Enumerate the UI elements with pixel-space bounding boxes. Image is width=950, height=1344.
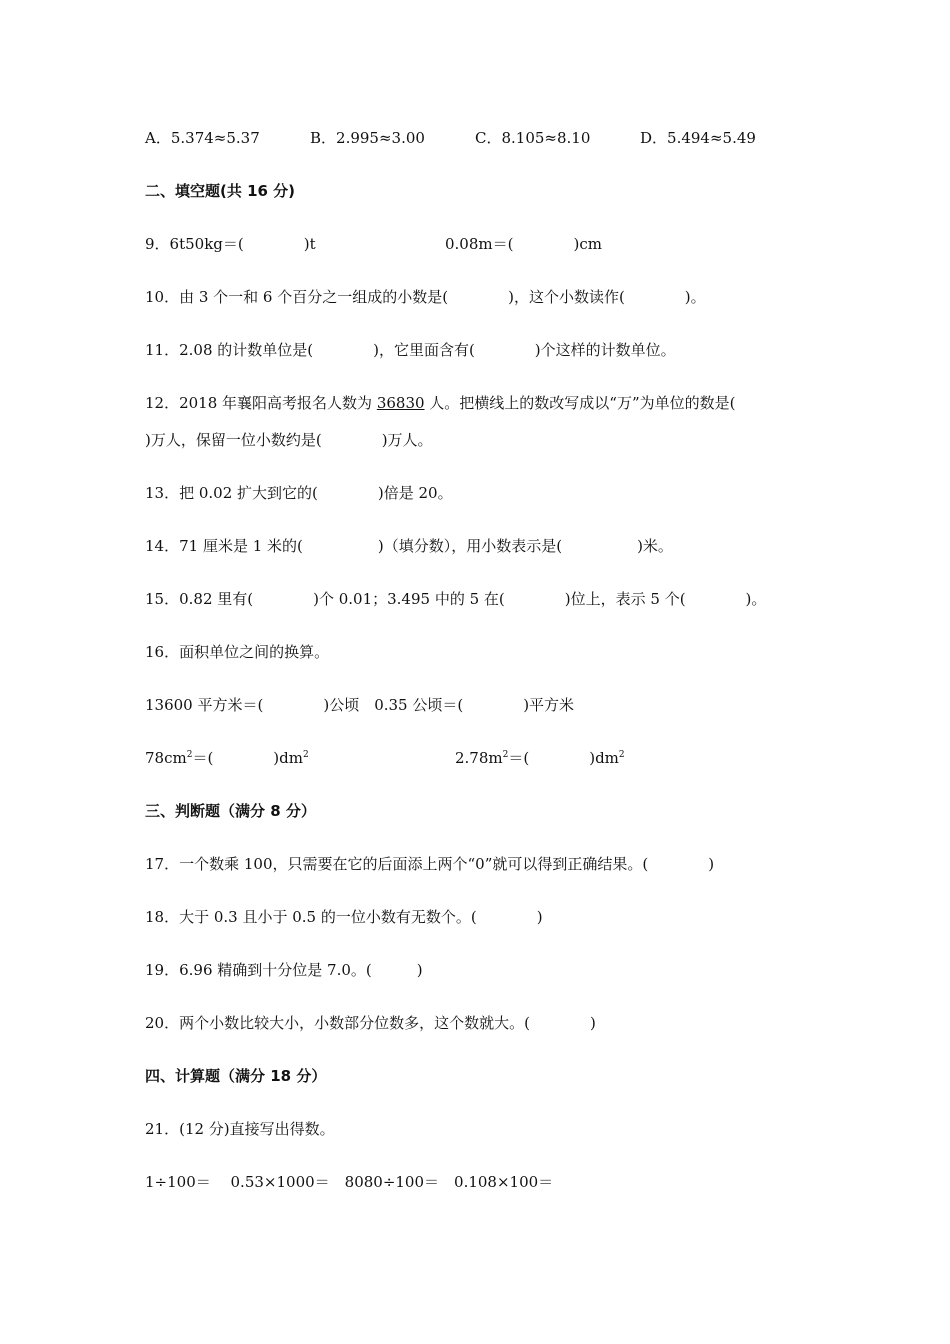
option-a: A．5.374≈5.37 [145, 129, 260, 147]
option-b: B．2.995≈3.00 [310, 129, 425, 147]
question-18: 18．大于 0.3 且小于 0.5 的一位小数有无数个。( ) [145, 908, 543, 926]
underlined-number: 36830 [376, 394, 425, 412]
conversion-a-value: 78cm [145, 749, 187, 767]
question-12-text-rest: 人。把横线上的数改写成以“万”为单位的数是( [424, 394, 736, 412]
section-4-title: 四、计算题（满分 18 分） [145, 1067, 327, 1085]
question-16-conversion-b [455, 748, 625, 768]
question-16: 16．面积单位之间的换算。 [145, 643, 330, 661]
question-19: 19．6.96 精确到十分位是 7.0。( ) [145, 961, 423, 979]
question-16-row1: 13600 平方米＝( )公顷 0.35 公顷＝( )平方米 [145, 696, 575, 714]
superscript: 2 [186, 750, 193, 760]
question-9a: 9．6t50kg＝( )t [145, 235, 316, 253]
question-14: 14．71 厘米是 1 米的( )（填分数），用小数表示是( )米。 [145, 537, 673, 555]
option-d: D．5.494≈5.49 [640, 129, 756, 147]
question-20: 20．两个小数比较大小，小数部分位数多，这个数就大。( ) [145, 1014, 596, 1032]
question-10: 10．由 3 个一和 6 个百分之一组成的小数是( )，这个小数读作( )。 [145, 288, 706, 306]
question-15: 15．0.82 里有( )个 0.01；3.495 中的 5 在( )位上，表示 5 个( )。 [145, 590, 767, 608]
section-2-title: 二、填空题(共 16 分) [145, 182, 296, 200]
question-9b: 0.08m＝( )cm [445, 235, 602, 253]
question-21-row1: 1÷100＝ 0.53×1000＝ 8080÷100＝ 0.108×100＝ [145, 1173, 554, 1191]
question-17: 17．一个数乘 100，只需要在它的后面添上两个“0”就可以得到正确结果。( ) [145, 855, 715, 873]
superscript: 2 [302, 750, 309, 760]
conversion-a-blank: ＝( )dm [192, 749, 303, 767]
conversion-b-value: 2.78m [455, 749, 503, 767]
question-12 [145, 393, 736, 413]
question-12-text: 12．2018 年襄阳高考报名人数为 [145, 394, 377, 412]
question-16-conversion-a [145, 748, 309, 768]
option-c: C．8.105≈8.10 [475, 129, 591, 147]
question-13: 13．把 0.02 扩大到它的( )倍是 20。 [145, 484, 453, 502]
conversion-b-blank: ＝( )dm [508, 749, 619, 767]
question-21: 21．(12 分)直接写出得数。 [145, 1120, 335, 1138]
question-11: 11．2.08 的计数单位是( )，它里面含有( )个这样的计数单位。 [145, 341, 676, 359]
superscript: 2 [618, 750, 625, 760]
superscript: 2 [502, 750, 509, 760]
question-12-line2: )万人，保留一位小数约是( )万人。 [145, 431, 433, 449]
section-3-title: 三、判断题（满分 8 分） [145, 802, 316, 820]
